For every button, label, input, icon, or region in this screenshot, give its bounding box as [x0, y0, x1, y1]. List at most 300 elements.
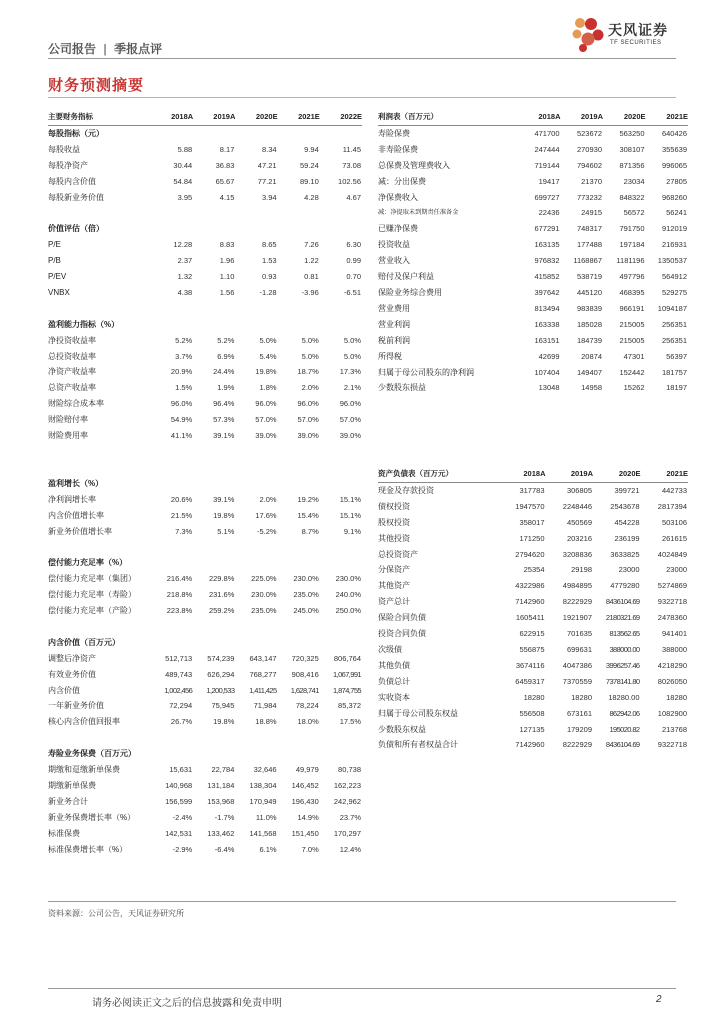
- value-cell: 19.8%: [213, 510, 235, 520]
- report-subcategory: 季报点评: [114, 42, 163, 56]
- value-cell: 1.22: [304, 256, 319, 266]
- row-label: 总保费及管理费收入: [378, 160, 450, 170]
- table-row: [48, 492, 362, 508]
- value-cell: 18.8%: [255, 717, 277, 727]
- value-cell: 57.3%: [213, 415, 235, 425]
- value-cell: 308107: [619, 144, 645, 154]
- value-cell: 19.8%: [213, 717, 235, 727]
- page-number: 2: [656, 994, 662, 1005]
- value-cell: [278, 444, 320, 460]
- value-cell: 4322986: [515, 581, 545, 591]
- value-cell: 18.7%: [297, 367, 319, 377]
- table-row: [48, 651, 362, 667]
- value-cell: [235, 221, 277, 237]
- value-cell: [235, 619, 277, 635]
- value-cell: 59.24: [299, 160, 319, 170]
- value-cell: 236199: [614, 533, 640, 543]
- value-cell: [235, 205, 277, 221]
- value-cell: 640426: [661, 128, 687, 138]
- table-row: [48, 364, 362, 380]
- value-cell: 556875: [519, 644, 545, 654]
- value-cell: [151, 444, 193, 460]
- value-cell: 813494: [534, 303, 560, 313]
- value-cell: [193, 730, 235, 746]
- source-divider: [48, 901, 676, 902]
- value-cell: 56572: [623, 208, 645, 218]
- value-cell: 9.94: [304, 144, 319, 154]
- table-row: [378, 562, 688, 578]
- value-cell: 563250: [619, 128, 645, 138]
- value-cell: [193, 125, 235, 141]
- row-label: 内含价值增长率: [48, 510, 104, 520]
- value-cell: [278, 476, 320, 492]
- row-label: 寿险保费: [378, 128, 410, 138]
- value-cell: 96.0%: [170, 399, 193, 409]
- value-cell: 56241: [666, 208, 687, 218]
- value-cell: 7.3%: [175, 526, 193, 536]
- row-label: 其他投资: [378, 533, 410, 543]
- value-cell: 18280: [571, 692, 592, 702]
- value-cell: [320, 444, 362, 460]
- value-cell: [193, 635, 235, 651]
- value-cell: 102.56: [338, 176, 361, 186]
- value-cell: 791750: [619, 224, 645, 234]
- year-header-cell: 2022E: [320, 109, 362, 125]
- value-cell: 415852: [534, 272, 560, 282]
- table-row: [378, 269, 688, 285]
- row-label: 非寿险保费: [378, 144, 418, 154]
- table-row: [48, 396, 362, 412]
- table-row: [48, 158, 362, 174]
- value-cell: 5274869: [657, 581, 687, 591]
- value-cell: 36.83: [215, 160, 235, 170]
- value-cell: 152442: [619, 367, 645, 377]
- row-label: 财险费用率: [48, 431, 88, 441]
- value-cell: 1,411,425: [249, 685, 277, 695]
- row-label: 每股指标（元）: [48, 128, 104, 138]
- value-cell: 177488: [576, 240, 602, 250]
- value-cell: 19417: [538, 176, 560, 186]
- value-cell: 306805: [566, 485, 592, 495]
- table-row: [378, 626, 688, 642]
- value-cell: [151, 125, 193, 141]
- value-cell: 1.56: [219, 287, 235, 297]
- value-cell: [193, 301, 235, 317]
- value-cell: 4.67: [346, 192, 361, 202]
- section-title: 财务预测摘要: [48, 77, 145, 94]
- value-cell: 5.0%: [343, 351, 361, 361]
- value-cell: 39.1%: [213, 431, 235, 441]
- row-label: VNBX: [48, 287, 70, 297]
- value-cell: 1.5%: [175, 383, 193, 393]
- table-row: [378, 482, 688, 498]
- value-cell: [320, 317, 362, 333]
- value-cell: 1.96: [219, 256, 235, 266]
- value-cell: 250.0%: [335, 606, 361, 616]
- value-cell: 18.0%: [297, 717, 319, 727]
- table-row: [378, 610, 688, 626]
- row-label: 核心内含价值回报率: [48, 717, 120, 727]
- value-cell: 358017: [519, 517, 545, 527]
- table-row: [48, 428, 362, 444]
- value-cell: 2.0%: [259, 494, 277, 504]
- value-cell: [193, 205, 235, 221]
- table-row: [378, 642, 688, 658]
- table-row: [48, 333, 362, 349]
- value-cell: 203216: [566, 533, 592, 543]
- value-cell: 30.44: [173, 160, 193, 170]
- source-note: 资料来源：公司公告，天风证券研究所: [48, 909, 184, 918]
- value-cell: 720,325: [291, 653, 319, 663]
- row-label: 债权投资: [378, 501, 410, 511]
- value-cell: 813562.65: [609, 629, 640, 639]
- row-label: 新业务保费增长率（%）: [48, 812, 136, 822]
- value-cell: [320, 619, 362, 635]
- value-cell: 15.4%: [297, 510, 319, 520]
- table-row: [378, 301, 688, 317]
- table-row: [48, 587, 362, 603]
- section-header-row: [48, 476, 362, 492]
- row-label: 营业利润: [378, 319, 410, 329]
- value-cell: [193, 317, 235, 333]
- value-cell: 3208836: [562, 549, 592, 559]
- row-label: 寿险业务保费（百万元）: [48, 749, 136, 759]
- value-cell: 4779280: [610, 581, 640, 591]
- value-cell: 5.0%: [259, 335, 277, 345]
- value-cell: [193, 539, 235, 555]
- value-cell: 489,743: [165, 669, 193, 679]
- value-cell: [320, 301, 362, 317]
- value-cell: 1.53: [261, 256, 277, 266]
- company-logo: [570, 14, 680, 58]
- value-cell: -2.4%: [172, 812, 193, 822]
- row-label: P/EV: [48, 272, 67, 282]
- spacer-row: [48, 619, 362, 635]
- value-cell: 22,784: [211, 765, 235, 775]
- value-cell: 230.0%: [335, 574, 361, 584]
- value-cell: 23000: [666, 565, 687, 575]
- value-cell: 17.6%: [255, 510, 277, 520]
- value-cell: 388000.00: [609, 644, 640, 654]
- row-label: 新业务合计: [48, 796, 88, 806]
- value-cell: 4024849: [657, 549, 687, 559]
- table-row: [378, 365, 688, 381]
- value-cell: 862942.06: [609, 708, 640, 718]
- value-cell: -1.28: [259, 287, 277, 297]
- value-cell: 47.21: [257, 160, 277, 170]
- value-cell: [278, 125, 320, 141]
- value-cell: [320, 125, 362, 141]
- year-header-cell: 2019A: [546, 466, 594, 482]
- value-cell: 8.65: [261, 240, 277, 250]
- logo-petal: [582, 33, 595, 46]
- value-cell: 1.8%: [259, 383, 277, 393]
- value-cell: 450569: [566, 517, 592, 527]
- logo-name-en: TF SECURITIES: [610, 40, 662, 46]
- value-cell: 4218290: [657, 660, 687, 670]
- value-cell: [320, 221, 362, 237]
- value-cell: 2543678: [610, 501, 640, 511]
- section-header-row: [48, 746, 362, 762]
- value-cell: 133,462: [207, 828, 235, 838]
- value-cell: 1082900: [657, 708, 687, 718]
- value-cell: [235, 125, 277, 141]
- value-cell: 47301: [623, 351, 645, 361]
- value-cell: 17.3%: [339, 367, 361, 377]
- footer-disclaimer: 请务必阅读正文之后的信息披露和免责申明: [92, 998, 282, 1009]
- value-cell: 8436104.69: [605, 740, 640, 750]
- value-cell: 77.21: [257, 176, 277, 186]
- value-cell: 230.0%: [251, 590, 277, 600]
- value-cell: [235, 555, 277, 571]
- value-cell: 454228: [614, 517, 640, 527]
- value-cell: 235.0%: [293, 590, 319, 600]
- row-label: 营业费用: [378, 303, 410, 313]
- value-cell: 75,945: [211, 701, 235, 711]
- row-label: P/E: [48, 240, 61, 250]
- value-cell: 23034: [623, 176, 645, 186]
- row-label: 偿付能力充足率（%）: [48, 558, 128, 568]
- value-cell: [235, 476, 277, 492]
- table-row: [378, 237, 688, 253]
- value-cell: [320, 205, 362, 221]
- value-cell: 138,304: [249, 780, 277, 790]
- value-cell: 5.88: [177, 144, 193, 154]
- row-label: 总资产收益率: [48, 383, 96, 393]
- value-cell: 0.70: [346, 272, 361, 282]
- section-header-row: [48, 555, 362, 571]
- table-row: [48, 698, 362, 714]
- value-cell: 17.5%: [339, 717, 361, 727]
- table-row: [48, 269, 362, 285]
- value-cell: 11.0%: [255, 812, 277, 822]
- value-cell: 179209: [566, 724, 592, 734]
- value-cell: 976832: [534, 256, 560, 266]
- value-cell: 216.4%: [166, 574, 193, 584]
- value-cell: 261615: [661, 533, 687, 543]
- row-label: 新业务价值增长率: [48, 526, 112, 536]
- value-cell: [278, 460, 320, 476]
- value-cell: 5.0%: [301, 351, 319, 361]
- value-cell: [235, 730, 277, 746]
- value-cell: 397642: [534, 287, 560, 297]
- table-row: [378, 174, 688, 190]
- value-cell: 1,067,991: [333, 669, 361, 679]
- value-cell: 4.15: [219, 192, 235, 202]
- table-row: [48, 237, 362, 253]
- row-label: 总投资资产: [378, 549, 418, 559]
- table-row: [378, 547, 688, 563]
- value-cell: 6.9%: [217, 351, 235, 361]
- value-cell: 1,200,533: [206, 685, 235, 695]
- value-cell: 1.9%: [217, 383, 235, 393]
- value-cell: 218.8%: [166, 590, 193, 600]
- value-cell: 245.0%: [293, 606, 319, 616]
- row-label: 其他负债: [378, 660, 410, 670]
- value-cell: 57.0%: [255, 415, 277, 425]
- value-cell: 529275: [661, 287, 687, 297]
- value-cell: 7370559: [562, 676, 592, 686]
- value-cell: [235, 635, 277, 651]
- value-cell: 20.6%: [170, 494, 193, 504]
- value-cell: [235, 539, 277, 555]
- value-cell: [151, 746, 193, 762]
- value-cell: [151, 460, 193, 476]
- row-label: 税前利润: [378, 335, 410, 345]
- table-row: [378, 499, 688, 515]
- value-cell: 2248446: [562, 501, 592, 511]
- value-cell: -2.9%: [172, 844, 193, 854]
- row-label: 资产总计: [378, 597, 410, 607]
- value-cell: 677291: [534, 224, 560, 234]
- value-cell: 149407: [576, 367, 602, 377]
- value-cell: 3.95: [177, 192, 193, 202]
- table-row: [48, 762, 362, 778]
- value-cell: 6.30: [346, 240, 361, 250]
- table-row: [48, 794, 362, 810]
- header-divider: [48, 58, 676, 59]
- logo-petal: [573, 30, 582, 39]
- value-cell: 1094187: [657, 303, 687, 313]
- value-cell: 14958: [581, 383, 602, 393]
- value-cell: 3996257.46: [605, 660, 640, 670]
- row-label: 净投资收益率: [48, 335, 96, 345]
- value-cell: 794602: [576, 160, 602, 170]
- value-cell: 163151: [534, 335, 560, 345]
- value-cell: 141,568: [249, 828, 277, 838]
- logo-petal: [579, 44, 587, 52]
- value-cell: 73.08: [342, 160, 361, 170]
- table-row: [48, 508, 362, 524]
- value-cell: 1.32: [177, 272, 193, 282]
- balance-sheet-table: [378, 466, 688, 753]
- row-label: 内含价值: [48, 685, 80, 695]
- value-cell: 146,452: [291, 780, 319, 790]
- footer-divider: [48, 988, 676, 989]
- value-cell: 4047386: [562, 660, 592, 670]
- value-cell: [278, 746, 320, 762]
- value-cell: 5.0%: [301, 335, 319, 345]
- row-label: [48, 619, 151, 635]
- value-cell: [193, 221, 235, 237]
- value-cell: 213768: [661, 724, 687, 734]
- value-cell: 80,738: [338, 765, 361, 775]
- value-cell: [193, 619, 235, 635]
- value-cell: 230.0%: [293, 574, 319, 584]
- row-label: 内含价值（百万元）: [48, 637, 120, 647]
- table-row: [378, 158, 688, 174]
- value-cell: 968260: [661, 192, 687, 202]
- row-label: 期缴和趸缴新单保费: [48, 765, 120, 775]
- row-label: 一年新业务价值: [48, 701, 104, 711]
- value-cell: -1.7%: [214, 812, 235, 822]
- value-cell: 223.8%: [166, 606, 193, 616]
- value-cell: [278, 205, 320, 221]
- value-cell: 153,968: [207, 796, 235, 806]
- table-row: [378, 125, 688, 141]
- value-cell: 29198: [571, 565, 592, 575]
- table-row: [378, 737, 688, 753]
- spacer-row: [48, 730, 362, 746]
- table-row: [48, 412, 362, 428]
- value-cell: 6459317: [515, 676, 545, 686]
- value-cell: 89.10: [299, 176, 319, 186]
- value-cell: [278, 730, 320, 746]
- value-cell: 96.4%: [213, 399, 235, 409]
- value-cell: 256351: [661, 319, 687, 329]
- value-cell: -5.2%: [256, 526, 277, 536]
- table-row: [48, 253, 362, 269]
- value-cell: 701635: [566, 629, 592, 639]
- row-label: 每股收益: [48, 144, 80, 154]
- row-label: [48, 460, 151, 476]
- row-label: [48, 301, 151, 317]
- value-cell: 564912: [661, 272, 687, 282]
- value-cell: [193, 460, 235, 476]
- value-cell: 5.4%: [259, 351, 277, 361]
- value-cell: 8.83: [219, 240, 235, 250]
- table-row: [378, 515, 688, 531]
- spacer-row: [48, 205, 362, 221]
- table-row: [378, 221, 688, 237]
- value-cell: 6.1%: [259, 844, 277, 854]
- value-cell: 229.8%: [208, 574, 235, 584]
- value-cell: 96.0%: [255, 399, 277, 409]
- value-cell: 85,372: [338, 701, 361, 711]
- value-cell: 196,430: [291, 796, 319, 806]
- value-cell: 1947570: [515, 501, 545, 511]
- value-cell: 18197: [666, 383, 687, 393]
- value-cell: 2817394: [657, 501, 687, 511]
- value-cell: 768,277: [249, 669, 277, 679]
- table-row: [378, 594, 688, 610]
- value-cell: 0.93: [261, 272, 277, 282]
- value-cell: 8222929: [562, 740, 592, 750]
- table-row: [48, 842, 362, 858]
- value-cell: 27805: [666, 176, 687, 186]
- value-cell: 18280.00: [608, 692, 640, 702]
- row-label: 财险综合成本率: [48, 399, 104, 409]
- value-cell: 7.26: [304, 240, 319, 250]
- value-cell: 14.9%: [297, 812, 319, 822]
- table-row: [48, 349, 362, 365]
- value-cell: 24.4%: [213, 367, 235, 377]
- value-cell: 184739: [576, 335, 602, 345]
- value-cell: 1.10: [219, 272, 235, 282]
- row-label: 减：分出保费: [378, 176, 426, 186]
- table-row: [378, 380, 688, 396]
- value-cell: 468395: [619, 287, 645, 297]
- row-label: 其他资产: [378, 581, 410, 591]
- table-row: [48, 683, 362, 699]
- value-cell: 96.0%: [339, 399, 361, 409]
- value-cell: 78,224: [295, 701, 319, 711]
- value-cell: 7.0%: [301, 844, 319, 854]
- value-cell: 1,628,741: [290, 685, 319, 695]
- row-label: 有效业务价值: [48, 669, 96, 679]
- year-header-cell: 2020E: [593, 466, 641, 482]
- value-cell: 20874: [581, 351, 602, 361]
- value-cell: 445120: [576, 287, 602, 297]
- value-cell: 215005: [619, 319, 645, 329]
- value-cell: 18280: [666, 692, 687, 702]
- value-cell: 503106: [661, 517, 687, 527]
- row-label: 每股新业务价值: [48, 192, 104, 202]
- row-label: 负债总计: [378, 676, 410, 686]
- row-label: [48, 539, 151, 555]
- value-cell: [320, 555, 362, 571]
- value-cell: [278, 635, 320, 651]
